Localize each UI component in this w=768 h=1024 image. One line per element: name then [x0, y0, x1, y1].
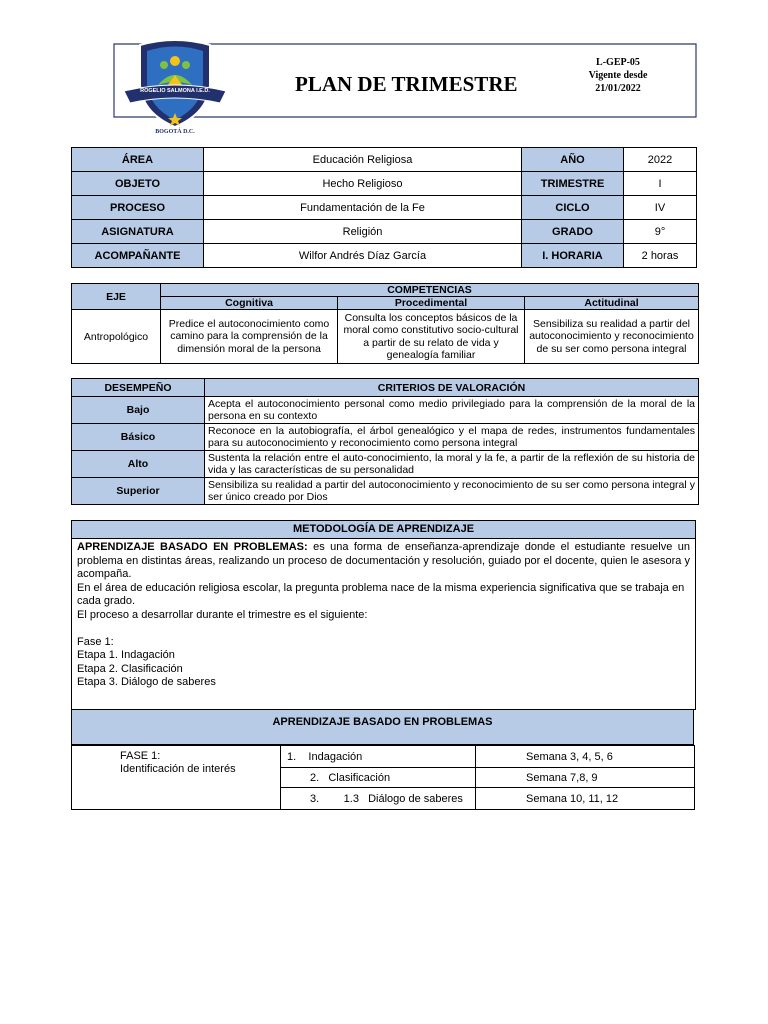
grade-value: 9°	[624, 220, 697, 244]
year-label: AÑO	[522, 148, 624, 172]
stage-2-num: 2.	[310, 771, 320, 784]
eje-label: EJE	[72, 284, 161, 310]
fase-cell	[72, 746, 281, 810]
metodologia-paragraph	[77, 541, 690, 582]
process-value: Fundamentación de la Fe	[204, 196, 522, 220]
stage-3	[281, 788, 476, 810]
competencias-title: COMPETENCIAS	[161, 284, 699, 297]
stage-1	[281, 746, 476, 768]
metodologia-body	[72, 539, 695, 690]
logo-text: ROGELIO SALMONA I.E.D.	[140, 88, 210, 94]
level-basico: Básico	[72, 424, 205, 451]
teacher-value: Wilfor Andrés Díaz García	[204, 244, 522, 268]
stage-3-num: 3.	[310, 792, 320, 805]
level-superior: Superior	[72, 478, 205, 505]
stage-3-name: Diálogo de saberes	[368, 792, 463, 805]
object-value: Hecho Religioso	[204, 172, 522, 196]
stage-3-weeks: Semana 10, 11, 12	[476, 788, 695, 810]
valid-label: Vigente desde	[588, 70, 648, 81]
stage-2-weeks: Semana 7,8, 9	[476, 768, 695, 788]
fase-title: FASE 1:	[120, 750, 161, 762]
abp-lead-text: es una forma de enseñanza-aprendizaje donde el estudiante resuelve un problema en distintas áreas, realizando un proceso de documentación y resolución, guiado por el docente, quien le asesora y acompaña.	[77, 541, 690, 580]
hours-value: 2 horas	[624, 244, 697, 268]
area-label: ÁREA	[72, 148, 204, 172]
cycle-value: IV	[624, 196, 697, 220]
metodologia-p2: En el área de educación religiosa escolar, la pregunta problema nace de la misma experiencia significativa que se trabaja en cada grado.	[77, 581, 685, 607]
abp-table	[71, 745, 695, 810]
code-text: L-GEP-05	[596, 57, 640, 68]
valid-date: 21/01/2022	[595, 83, 641, 94]
term-value: I	[624, 172, 697, 196]
document-code	[568, 56, 668, 95]
grade-label: GRADO	[522, 220, 624, 244]
stage-3-sub: 1.3	[343, 792, 359, 805]
stage-1-weeks: Semana 3, 4, 5, 6	[476, 746, 695, 768]
procedimental-text: Consulta los conceptos básicos de la moral como constitutivo socio-cultural a partir de su relato de vida y genealogía familiar	[338, 310, 525, 364]
fase-label: Fase 1:	[77, 635, 114, 648]
area-value: Educación Religiosa	[204, 148, 522, 172]
abp-lead: APRENDIZAJE BASADO EN PROBLEMAS:	[77, 541, 308, 553]
etapa-3: Etapa 3. Diálogo de saberes	[77, 676, 216, 688]
abp-title: APRENDIZAJE BASADO EN PROBLEMAS	[71, 709, 694, 745]
cognitiva-label: Cognitiva	[161, 297, 338, 310]
term-label: TRIMESTRE	[522, 172, 624, 196]
teacher-label: ACOMPAÑANTE	[72, 244, 204, 268]
page-title: PLAN DE TRIMESTRE	[295, 72, 518, 96]
year-value: 2022	[624, 148, 697, 172]
cognitiva-text: Predice el autoconocimiento como camino para la comprensión de la dimensión moral de la persona	[161, 310, 338, 364]
school-logo	[120, 35, 230, 141]
fase-subtitle: Identificación de interés	[120, 763, 236, 775]
criterio-alto: Sustenta la relación entre el auto-conocimiento, la moral y la fe, a partir de la reflexión de su historia de vida y las características de su personalidad	[205, 451, 699, 478]
info-table	[71, 147, 697, 268]
hours-label: I. HORARIA	[522, 244, 624, 268]
stage-1-name: Indagación	[308, 750, 363, 763]
stage-1-num: 1.	[287, 750, 297, 763]
criterio-superior: Sensibiliza su realidad a partir del autoconocimiento y reconocimiento de su ser como persona integral y ser único creado por Dios	[205, 478, 699, 505]
process-label: PROCESO	[72, 196, 204, 220]
level-alto: Alto	[72, 451, 205, 478]
actitudinal-label: Actitudinal	[525, 297, 699, 310]
desempeno-header: DESEMPEÑO	[72, 379, 205, 397]
level-bajo: Bajo	[72, 397, 205, 424]
logo-city: BOGOTÁ D.C.	[155, 129, 195, 135]
eje-value: Antropológico	[72, 310, 161, 364]
criterios-header: CRITERIOS DE VALORACIÓN	[205, 379, 699, 397]
stage-2-name: Clasificación	[328, 771, 391, 784]
desempeno-table	[71, 378, 699, 505]
criterio-basico: Reconoce en la autobiografía, el árbol genealógico y el mapa de redes, instrumentos fundamentales para su autoconocimiento y reconocimiento como persona integral	[205, 424, 699, 451]
subject-value: Religión	[204, 220, 522, 244]
subject-label: ASIGNATURA	[72, 220, 204, 244]
actitudinal-text: Sensibiliza su realidad a partir del autoconocimiento y reconocimiento de su ser como persona integral	[525, 310, 699, 364]
etapa-2: Etapa 2. Clasificación	[77, 662, 183, 675]
etapa-1: Etapa 1. Indagación	[77, 649, 175, 661]
criterio-bajo: Acepta el autoconocimiento personal como medio privilegiado para la comprensión de la moral de la persona en su contexto	[205, 397, 699, 424]
metodologia-p3: El proceso a desarrollar durante el trimestre es el siguiente:	[77, 608, 368, 621]
competencias-table	[71, 283, 699, 364]
procedimental-label: Procedimental	[338, 297, 525, 310]
object-label: OBJETO	[72, 172, 204, 196]
metodologia-section	[71, 520, 696, 710]
metodologia-title: METODOLOGÍA DE APRENDIZAJE	[72, 521, 695, 539]
stage-2	[281, 768, 476, 788]
cycle-label: CICLO	[522, 196, 624, 220]
